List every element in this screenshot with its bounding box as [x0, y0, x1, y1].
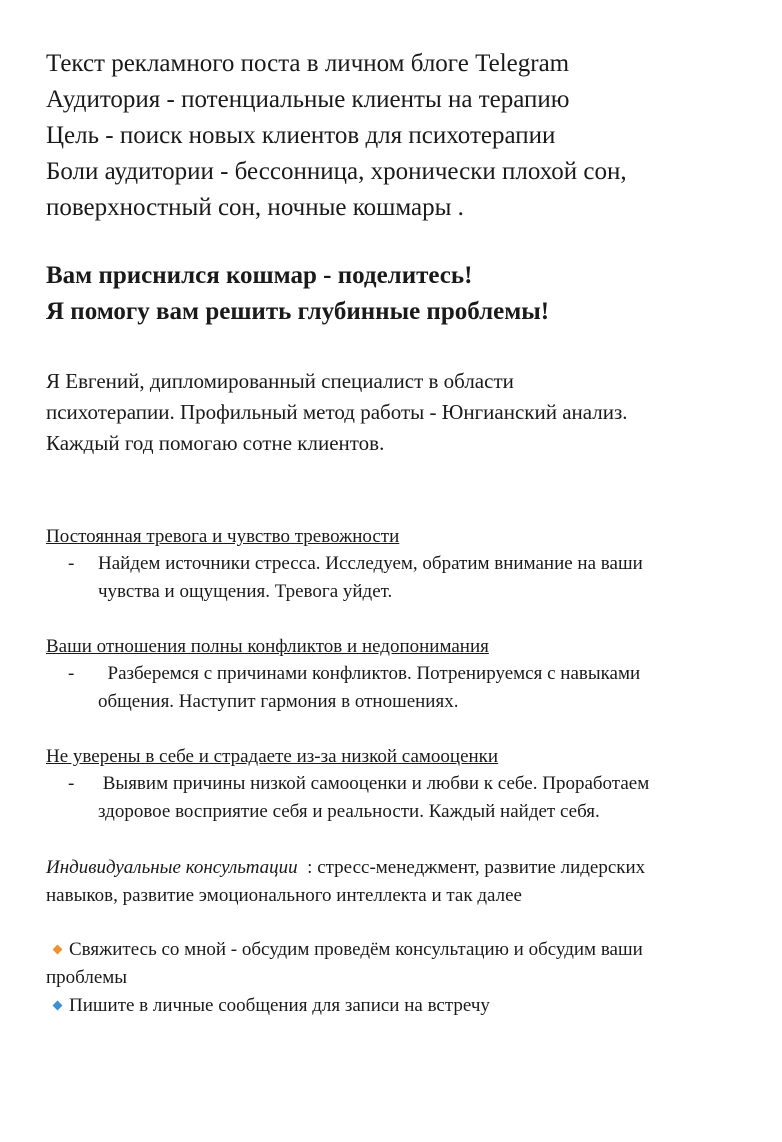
section-relationships — [46, 634, 766, 716]
intro-block — [46, 46, 766, 226]
headline-line: Я помогу вам решить глубинные проблемы! — [46, 298, 550, 325]
section-title: Ваши отношения полны конфликтов и недопонимания — [46, 636, 489, 657]
headline-block — [46, 258, 766, 330]
individual-rest: : стресс-менеджмент, развитие лидерских — [297, 857, 646, 878]
cta-text: Пишите в личные сообщения для записи на встречу — [69, 995, 490, 1016]
section-list-item — [46, 550, 766, 606]
section-self-esteem — [46, 744, 766, 826]
cta-item-message — [46, 992, 766, 1020]
section-title: Не уверены в себе и страдаете из-за низкой самооценки — [46, 746, 499, 767]
intro-line: поверхностный сон, ночные кошмары . — [46, 194, 464, 221]
about-line: психотерапии. Профильный метод работы - Юнгианский анализ. — [46, 400, 628, 424]
list-dash: - — [68, 663, 75, 684]
cta-line — [46, 992, 766, 1020]
headline-line: Вам приснился кошмар - поделитесь! — [46, 262, 473, 289]
list-item-line: Разберемся с причинами конфликтов. Потренируемся с навыками — [98, 663, 641, 684]
list-item-line: Найдем источники стресса. Исследуем, обратим внимание на ваши — [98, 553, 643, 574]
list-item-line: здоровое восприятие себя и реальности. Каждый найдет себя. — [98, 801, 600, 822]
list-item-line: чувства и ощущения. Тревога уйдет. — [98, 581, 393, 602]
list-dash: - — [68, 553, 75, 574]
list-item-line: общения. Наступит гармония в отношениях. — [98, 691, 459, 712]
cta-line — [46, 936, 766, 964]
section-title: Постоянная тревога и чувство тревожности — [46, 526, 400, 547]
cta-item-contact — [46, 936, 766, 992]
section-list-item — [46, 770, 766, 826]
about-block — [46, 366, 766, 459]
list-item-line: Выявим причины низкой самооценки и любви к себе. Проработаем — [98, 773, 650, 794]
about-line: Я Евгений, дипломированный специалист в области — [46, 369, 514, 393]
section-list-item — [46, 660, 766, 716]
list-dash: - — [68, 773, 75, 794]
cta-text: Свяжитесь со мной - обсудим проведём консультацию и обсудим ваши — [69, 939, 643, 960]
intro-line: Цель - поиск новых клиентов для психотерапии — [46, 122, 556, 149]
about-line: Каждый год помогаю сотне клиентов. — [46, 431, 385, 455]
intro-line: Аудитория - потенциальные клиенты на терапию — [46, 86, 570, 113]
blue-diamond-icon — [53, 1000, 63, 1010]
cta-line: проблемы — [46, 967, 128, 988]
individual-line: навыков, развитие эмоционального интеллекта и так далее — [46, 885, 522, 906]
intro-line: Боли аудитории - бессонница, хронически плохой сон, — [46, 158, 627, 185]
intro-line: Текст рекламного поста в личном блоге Telegram — [46, 50, 570, 77]
orange-diamond-icon — [53, 944, 63, 954]
individual-label: Индивидуальные консультации — [46, 857, 298, 878]
individual-consultations — [46, 854, 766, 910]
section-anxiety — [46, 524, 766, 606]
individual-line — [46, 854, 766, 882]
